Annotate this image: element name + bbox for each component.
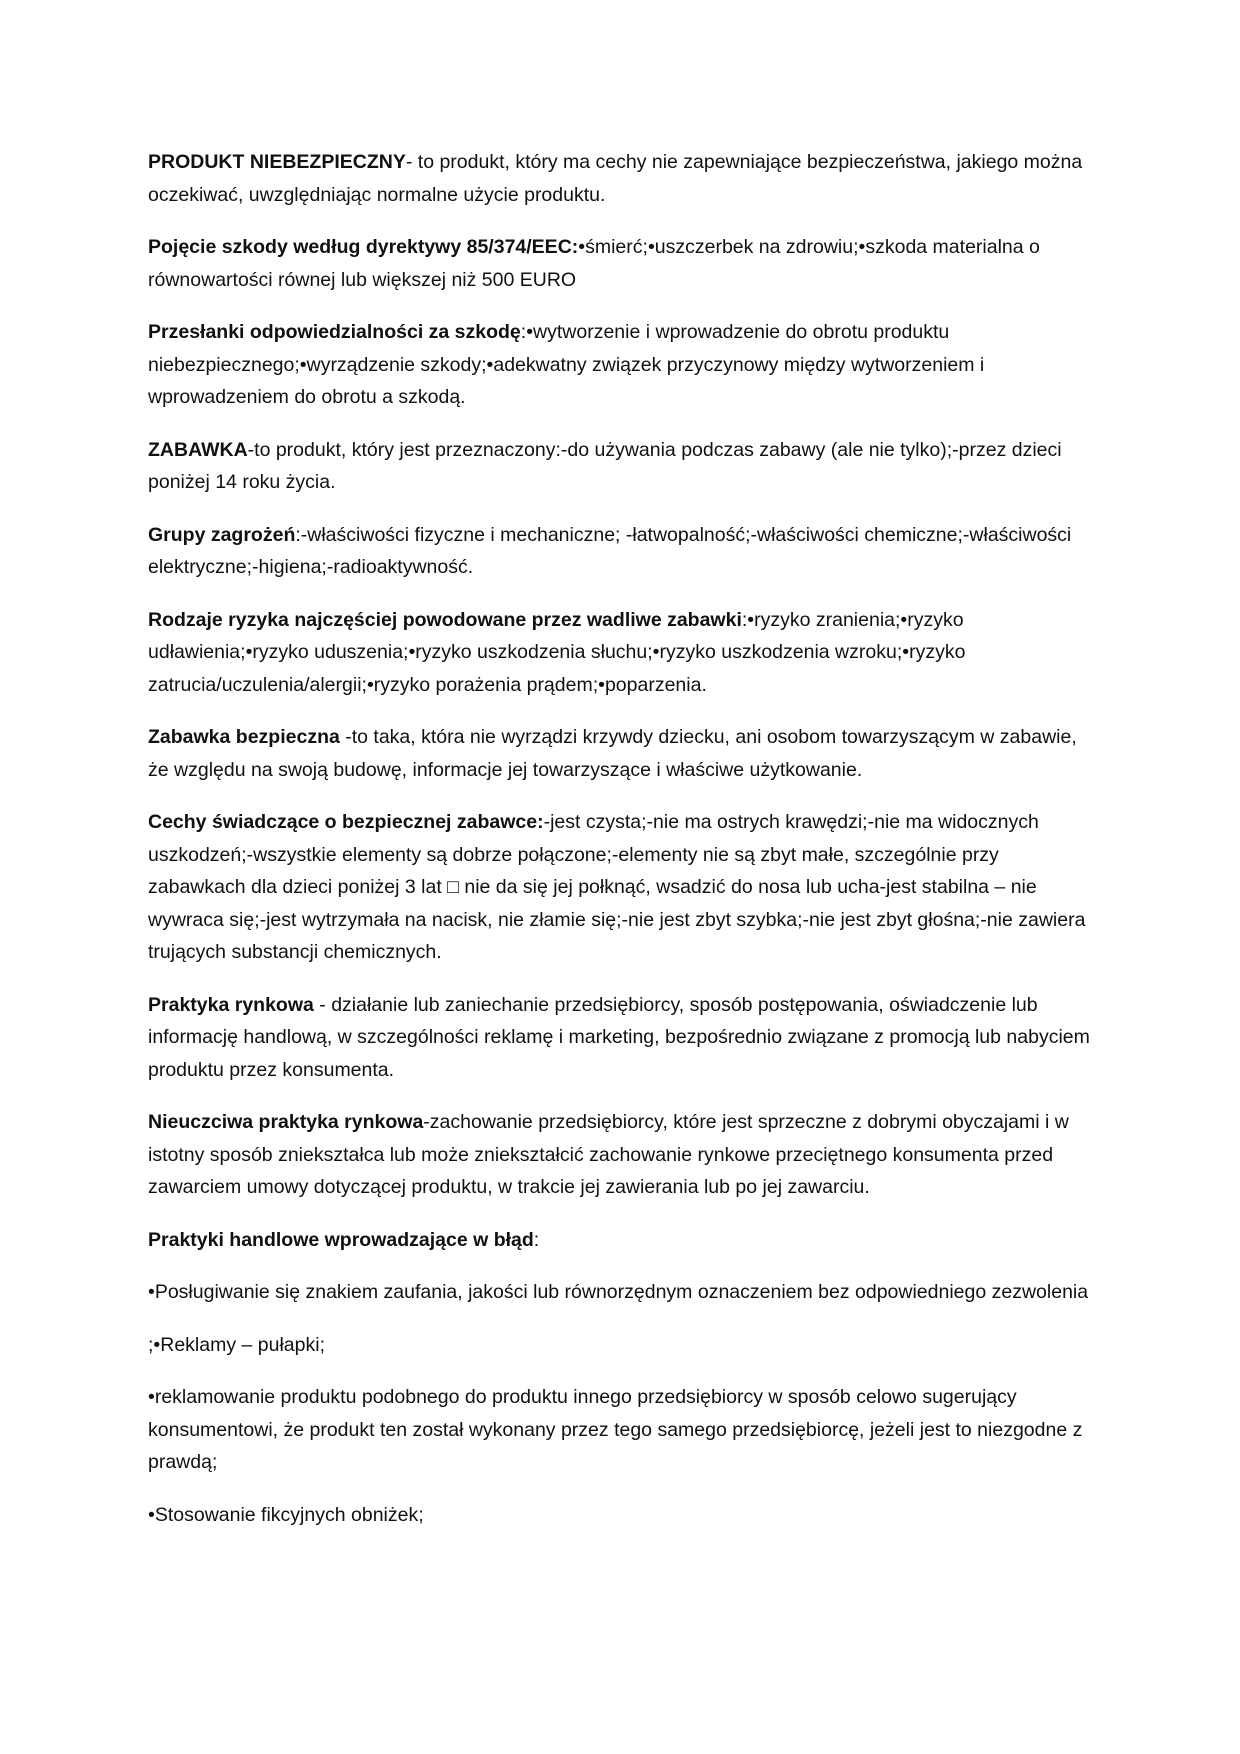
document-page bbox=[148, 146, 1096, 1551]
paragraph-text: -jest czysta;-nie ma ostrych krawędzi;-nie ma widocznych uszkodzeń;-wszystkie elementy są dobrze połączone;-elementy nie są zbyt małe, szczególnie przy zabawkach dla dzieci poniżej 3 lat □ nie da się jej połknąć, wsadzić do nosa lub ucha-jest stabilna – nie wywraca się;-jest wytrzymała na nacisk, nie złamie się;-nie jest zbyt szybka;-nie jest zbyt głośna;-nie zawiera trujących substancji chemicznych. bbox=[148, 811, 1086, 963]
paragraph-term: Pojęcie szkody według dyrektywy 85/374/EEC: bbox=[148, 236, 579, 258]
paragraph-rodzaje-ryzyka bbox=[148, 604, 1096, 702]
list-item-reklamowanie-produktu bbox=[148, 1381, 1096, 1479]
paragraph-text: -zachowanie przedsiębiorcy, które jest sprzeczne z dobrymi obyczajami i w istotny sposób zniekształca lub może zniekształcić zachowanie rynkowe przeciętnego konsumenta przed zawarciem umowy dotyczącej produktu, w trakcie jej zawierania lub po jej zawarciu. bbox=[148, 1111, 1069, 1198]
paragraph-text: :•ryzyko zranienia;•ryzyko udławienia;•ryzyko uduszenia;•ryzyko uszkodzenia słuchu;•ryzyko uszkodzenia wzroku;•ryzyko zatrucia/uczulenia/alergii;•ryzyko porażenia prądem;•poparzenia. bbox=[148, 608, 966, 696]
paragraph-text: ;•Reklamy – pułapki; bbox=[148, 1333, 325, 1356]
paragraph-text: -to taka, która nie wyrządzi krzywdy dziecku, ani osobom towarzyszącym w zabawie, że względu na swoją budowę, informacje jej towarzyszące i właściwe użytkowanie. bbox=[148, 726, 1077, 781]
paragraph-zabawka bbox=[148, 434, 1096, 499]
paragraph-text: -to produkt, który jest przeznaczony:-do używania podczas zabawy (ale nie tylko);-przez dzieci poniżej 14 roku życia. bbox=[148, 438, 1062, 493]
paragraph-pojecie-szkody bbox=[148, 231, 1096, 296]
list-item-znak-zaufania bbox=[148, 1276, 1096, 1309]
paragraph-term: Cechy świadczące o bezpiecznej zabawce: bbox=[148, 811, 544, 833]
paragraph-text: •Stosowanie fikcyjnych obniżek; bbox=[148, 1503, 424, 1526]
paragraph-text: •reklamowanie produktu podobnego do produktu innego przedsiębiorcy w sposób celowo sugerujący konsumentowi, że produkt ten został wykonany przez tego samego przedsiębiorcę, jeżeli jest to niezgodne z prawdą; bbox=[148, 1386, 1083, 1473]
paragraph-term: Nieuczciwa praktyka rynkowa bbox=[148, 1111, 424, 1133]
paragraph-praktyki-handlowe bbox=[148, 1224, 1096, 1257]
paragraph-text: - to produkt, który ma cechy nie zapewniające bezpieczeństwa, jakiego można oczekiwać, uwzględniając normalne użycie produktu. bbox=[148, 151, 1083, 206]
list-item-reklamy-pulapki bbox=[148, 1329, 1096, 1362]
paragraph-przeslanki bbox=[148, 316, 1096, 414]
paragraph-term: Zabawka bezpieczna bbox=[148, 726, 340, 748]
paragraph-term: Rodzaje ryzyka najczęściej powodowane przez wadliwe zabawki bbox=[148, 608, 742, 631]
list-item-fikcyjne-obnizki bbox=[148, 1499, 1096, 1532]
paragraph-term: Praktyki handlowe wprowadzające w błąd bbox=[148, 1228, 534, 1251]
paragraph-text: : bbox=[533, 1228, 540, 1251]
paragraph-text: •śmierć;•uszczerbek na zdrowiu;•szkoda materialna o równowartości równej lub większej niż 500 EURO bbox=[148, 236, 1040, 291]
paragraph-text: :•wytworzenie i wprowadzenie do obrotu produktu niebezpiecznego;•wyrządzenie szkody;•adekwatny związek przyczynowy między wytworzeniem i wprowadzeniem do obrotu a szkodą. bbox=[148, 321, 985, 408]
paragraph-term: Przesłanki odpowiedzialności za szkodę bbox=[148, 321, 521, 343]
paragraph-grupy-zagrozen bbox=[148, 519, 1096, 584]
paragraph-term: Grupy zagrożeń bbox=[148, 523, 296, 546]
paragraph-text: - działanie lub zaniechanie przedsiębiorcy, sposób postępowania, oświadczenie lub informację handlową, w szczególności reklamę i marketing, bezpośrednio związane z promocją lub nabyciem produktu przez konsumenta. bbox=[148, 993, 1090, 1081]
paragraph-text: :-właściwości fizyczne i mechaniczne; -łatwopalność;-właściwości chemiczne;-właściwości elektryczne;-higiena;-radioaktywność. bbox=[148, 523, 1072, 578]
paragraph-zabawka-bezpieczna bbox=[148, 721, 1096, 786]
paragraph-text: •Posługiwanie się znakiem zaufania, jakości lub równorzędnym oznaczeniem bez odpowiedniego zezwolenia bbox=[148, 1281, 1089, 1303]
paragraph-term: PRODUKT NIEBEZPIECZNY bbox=[148, 151, 406, 173]
paragraph-praktyka-rynkowa bbox=[148, 989, 1096, 1087]
paragraph-produkt-niebezpieczny bbox=[148, 146, 1096, 211]
paragraph-nieuczciwa-praktyka bbox=[148, 1106, 1096, 1204]
paragraph-cechy-bezpiecznej-zabawki bbox=[148, 806, 1096, 969]
paragraph-term: ZABAWKA bbox=[148, 438, 248, 461]
paragraph-term: Praktyka rynkowa bbox=[148, 993, 314, 1016]
